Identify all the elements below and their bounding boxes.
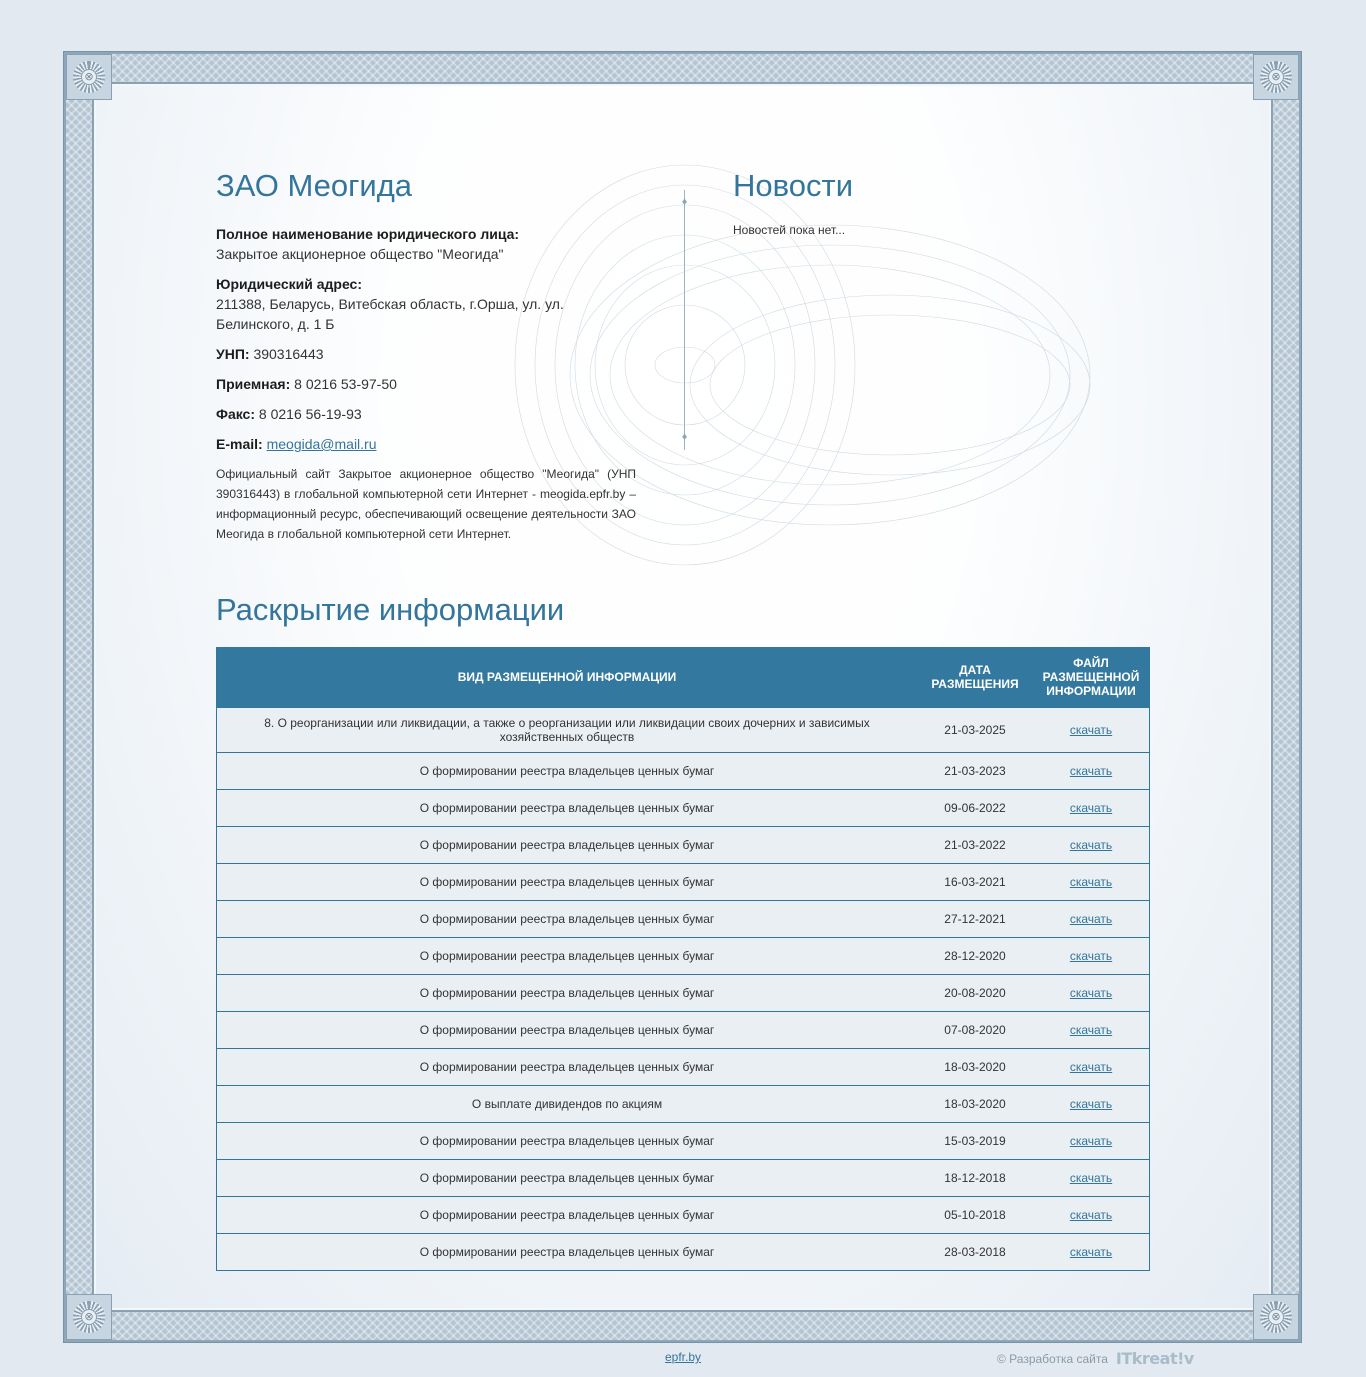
cell-file bbox=[1033, 1085, 1149, 1122]
cell-type: О формировании реестра владельцев ценных бумаг bbox=[217, 900, 917, 937]
table-row bbox=[217, 1196, 1149, 1233]
cell-file bbox=[1033, 1011, 1149, 1048]
download-link[interactable]: скачать bbox=[1069, 1170, 1113, 1185]
email-link[interactable]: meogida@mail.ru bbox=[266, 436, 377, 452]
download-link[interactable]: скачать bbox=[1069, 763, 1113, 778]
download-link[interactable]: скачать bbox=[1069, 874, 1113, 889]
download-link[interactable]: скачать bbox=[1069, 1022, 1113, 1037]
cell-file bbox=[1033, 1122, 1149, 1159]
address-label: Юридический адрес: bbox=[216, 276, 362, 292]
cell-type: О формировании реестра владельцев ценных бумаг bbox=[217, 974, 917, 1011]
developer-text: © Разработка сайта bbox=[997, 1351, 1108, 1366]
table-row bbox=[217, 707, 1149, 752]
column-divider bbox=[684, 190, 685, 450]
download-link[interactable]: скачать bbox=[1069, 800, 1113, 815]
download-link[interactable]: скачать bbox=[1069, 722, 1113, 737]
cell-date: 21-03-2025 bbox=[917, 707, 1033, 752]
news-section bbox=[733, 168, 1133, 238]
reception-field bbox=[216, 374, 636, 394]
cell-date: 16-03-2021 bbox=[917, 863, 1033, 900]
divider-ornament-icon: ♦ bbox=[681, 431, 688, 443]
divider-ornament-icon: ♦ bbox=[681, 196, 688, 208]
cell-date: 28-03-2018 bbox=[917, 1233, 1033, 1270]
table-row bbox=[217, 826, 1149, 863]
table-row bbox=[217, 752, 1149, 789]
legal-name-label: Полное наименование юридического лица: bbox=[216, 226, 520, 242]
cell-date: 05-10-2018 bbox=[917, 1196, 1033, 1233]
fax-label: Факс: bbox=[216, 406, 256, 422]
legal-name-field bbox=[216, 224, 636, 264]
download-link[interactable]: скачать bbox=[1069, 1133, 1113, 1148]
cell-type: 8. О реорганизации или ликвидации, а также о реорганизации или ликвидации своих дочерних и зависимых хозяйственных обществ bbox=[217, 707, 917, 752]
cell-file bbox=[1033, 974, 1149, 1011]
cell-file bbox=[1033, 826, 1149, 863]
legal-name-value: Закрытое акционерное общество "Меогида" bbox=[216, 246, 504, 262]
email-field bbox=[216, 434, 636, 454]
cell-file bbox=[1033, 1048, 1149, 1085]
table-row bbox=[217, 1233, 1149, 1270]
reception-label: Приемная: bbox=[216, 376, 291, 392]
site-description: Официальный сайт Закрытое акционерное общество "Меогида" (УНП 390316443) в глобальной компьютерной сети Интернет - meogida.epfr.by – информационный ресурс, обеспечивающий освещение деятельности ЗАО Меогида в глобальной компьютерной сети Интернет. bbox=[216, 467, 636, 541]
unp-value: 390316443 bbox=[253, 346, 324, 362]
cell-type: О формировании реестра владельцев ценных бумаг bbox=[217, 789, 917, 826]
cell-date: 15-03-2019 bbox=[917, 1122, 1033, 1159]
table-row bbox=[217, 1159, 1149, 1196]
download-link[interactable]: скачать bbox=[1069, 1207, 1113, 1222]
cell-date: 20-08-2020 bbox=[917, 974, 1033, 1011]
cell-date: 27-12-2021 bbox=[917, 900, 1033, 937]
cell-type: О формировании реестра владельцев ценных бумаг bbox=[217, 1011, 917, 1048]
cell-file bbox=[1033, 1233, 1149, 1270]
cell-date: 21-03-2022 bbox=[917, 826, 1033, 863]
company-title: ЗАО Меогида bbox=[216, 168, 413, 203]
cell-type: О формировании реестра владельцев ценных бумаг bbox=[217, 752, 917, 789]
table-row bbox=[217, 1048, 1149, 1085]
cell-date: 07-08-2020 bbox=[917, 1011, 1033, 1048]
table-row bbox=[217, 900, 1149, 937]
cell-file bbox=[1033, 1196, 1149, 1233]
cell-date: 09-06-2022 bbox=[917, 789, 1033, 826]
table-row bbox=[217, 1011, 1149, 1048]
cell-file bbox=[1033, 863, 1149, 900]
cell-file bbox=[1033, 937, 1149, 974]
news-empty-message: Новостей пока нет... bbox=[733, 223, 846, 237]
cell-date: 21-03-2023 bbox=[917, 752, 1033, 789]
footer-link[interactable]: epfr.by bbox=[665, 1350, 702, 1364]
table-row bbox=[217, 863, 1149, 900]
cell-type: О формировании реестра владельцев ценных бумаг bbox=[217, 1196, 917, 1233]
corner-ornament-icon: ⊗ bbox=[1253, 54, 1299, 100]
download-link[interactable]: скачать bbox=[1069, 1244, 1113, 1259]
download-link[interactable]: скачать bbox=[1069, 1059, 1113, 1074]
cell-date: 18-12-2018 bbox=[917, 1159, 1033, 1196]
table-row bbox=[217, 789, 1149, 826]
cell-type: О формировании реестра владельцев ценных бумаг bbox=[217, 937, 917, 974]
cell-file bbox=[1033, 789, 1149, 826]
developer-credit bbox=[997, 1349, 1194, 1368]
news-title: Новости bbox=[733, 168, 854, 203]
cell-type: О формировании реестра владельцев ценных бумаг bbox=[217, 1048, 917, 1085]
cell-file bbox=[1033, 1159, 1149, 1196]
unp-field bbox=[216, 344, 636, 364]
table-row bbox=[217, 1122, 1149, 1159]
company-info bbox=[216, 168, 636, 544]
disclosure-title: Раскрытие информации bbox=[216, 592, 565, 627]
developer-logo[interactable]: ITkreat!v bbox=[1115, 1349, 1194, 1368]
cell-type: О формировании реестра владельцев ценных бумаг bbox=[217, 826, 917, 863]
address-field bbox=[216, 274, 636, 334]
cell-date: 18-03-2020 bbox=[917, 1048, 1033, 1085]
column-header-type: ВИД РАЗМЕЩЕННОЙ ИНФОРМАЦИИ bbox=[217, 647, 917, 707]
download-link[interactable]: скачать bbox=[1069, 1096, 1113, 1111]
table-row bbox=[217, 937, 1149, 974]
cell-file bbox=[1033, 707, 1149, 752]
fax-field bbox=[216, 404, 636, 424]
email-label: E-mail: bbox=[216, 436, 263, 452]
download-link[interactable]: скачать bbox=[1069, 911, 1113, 926]
table-row bbox=[217, 974, 1149, 1011]
cell-type: О выплате дивидендов по акциям bbox=[217, 1085, 917, 1122]
address-value: 211388, Беларусь, Витебская область, г.Орша, ул. ул. Белинского, д. 1 Б bbox=[216, 296, 564, 332]
cell-type: О формировании реестра владельцев ценных бумаг bbox=[217, 1122, 917, 1159]
table-header-row bbox=[217, 647, 1149, 707]
column-header-date: ДАТА РАЗМЕЩЕНИЯ bbox=[917, 647, 1033, 707]
corner-ornament-icon: ⊗ bbox=[66, 54, 112, 100]
column-header-file: ФАЙЛ РАЗМЕЩЕННОЙ ИНФОРМАЦИИ bbox=[1033, 647, 1149, 707]
unp-label: УНП: bbox=[216, 346, 250, 362]
corner-ornament-icon: ⊗ bbox=[66, 1294, 112, 1340]
download-link[interactable]: скачать bbox=[1069, 948, 1113, 963]
download-link[interactable]: скачать bbox=[1069, 985, 1113, 1000]
cell-date: 18-03-2020 bbox=[917, 1085, 1033, 1122]
reception-value: 8 0216 53-97-50 bbox=[294, 376, 397, 392]
cell-type: О формировании реестра владельцев ценных бумаг bbox=[217, 863, 917, 900]
fax-value: 8 0216 56-19-93 bbox=[258, 406, 362, 422]
corner-ornament-icon: ⊗ bbox=[1253, 1294, 1299, 1340]
cell-file bbox=[1033, 900, 1149, 937]
download-link[interactable]: скачать bbox=[1069, 837, 1113, 852]
cell-file bbox=[1033, 752, 1149, 789]
cell-date: 28-12-2020 bbox=[917, 937, 1033, 974]
cell-type: О формировании реестра владельцев ценных бумаг bbox=[217, 1233, 917, 1270]
cell-type: О формировании реестра владельцев ценных бумаг bbox=[217, 1159, 917, 1196]
table-row bbox=[217, 1085, 1149, 1122]
disclosure-table bbox=[216, 647, 1150, 1271]
